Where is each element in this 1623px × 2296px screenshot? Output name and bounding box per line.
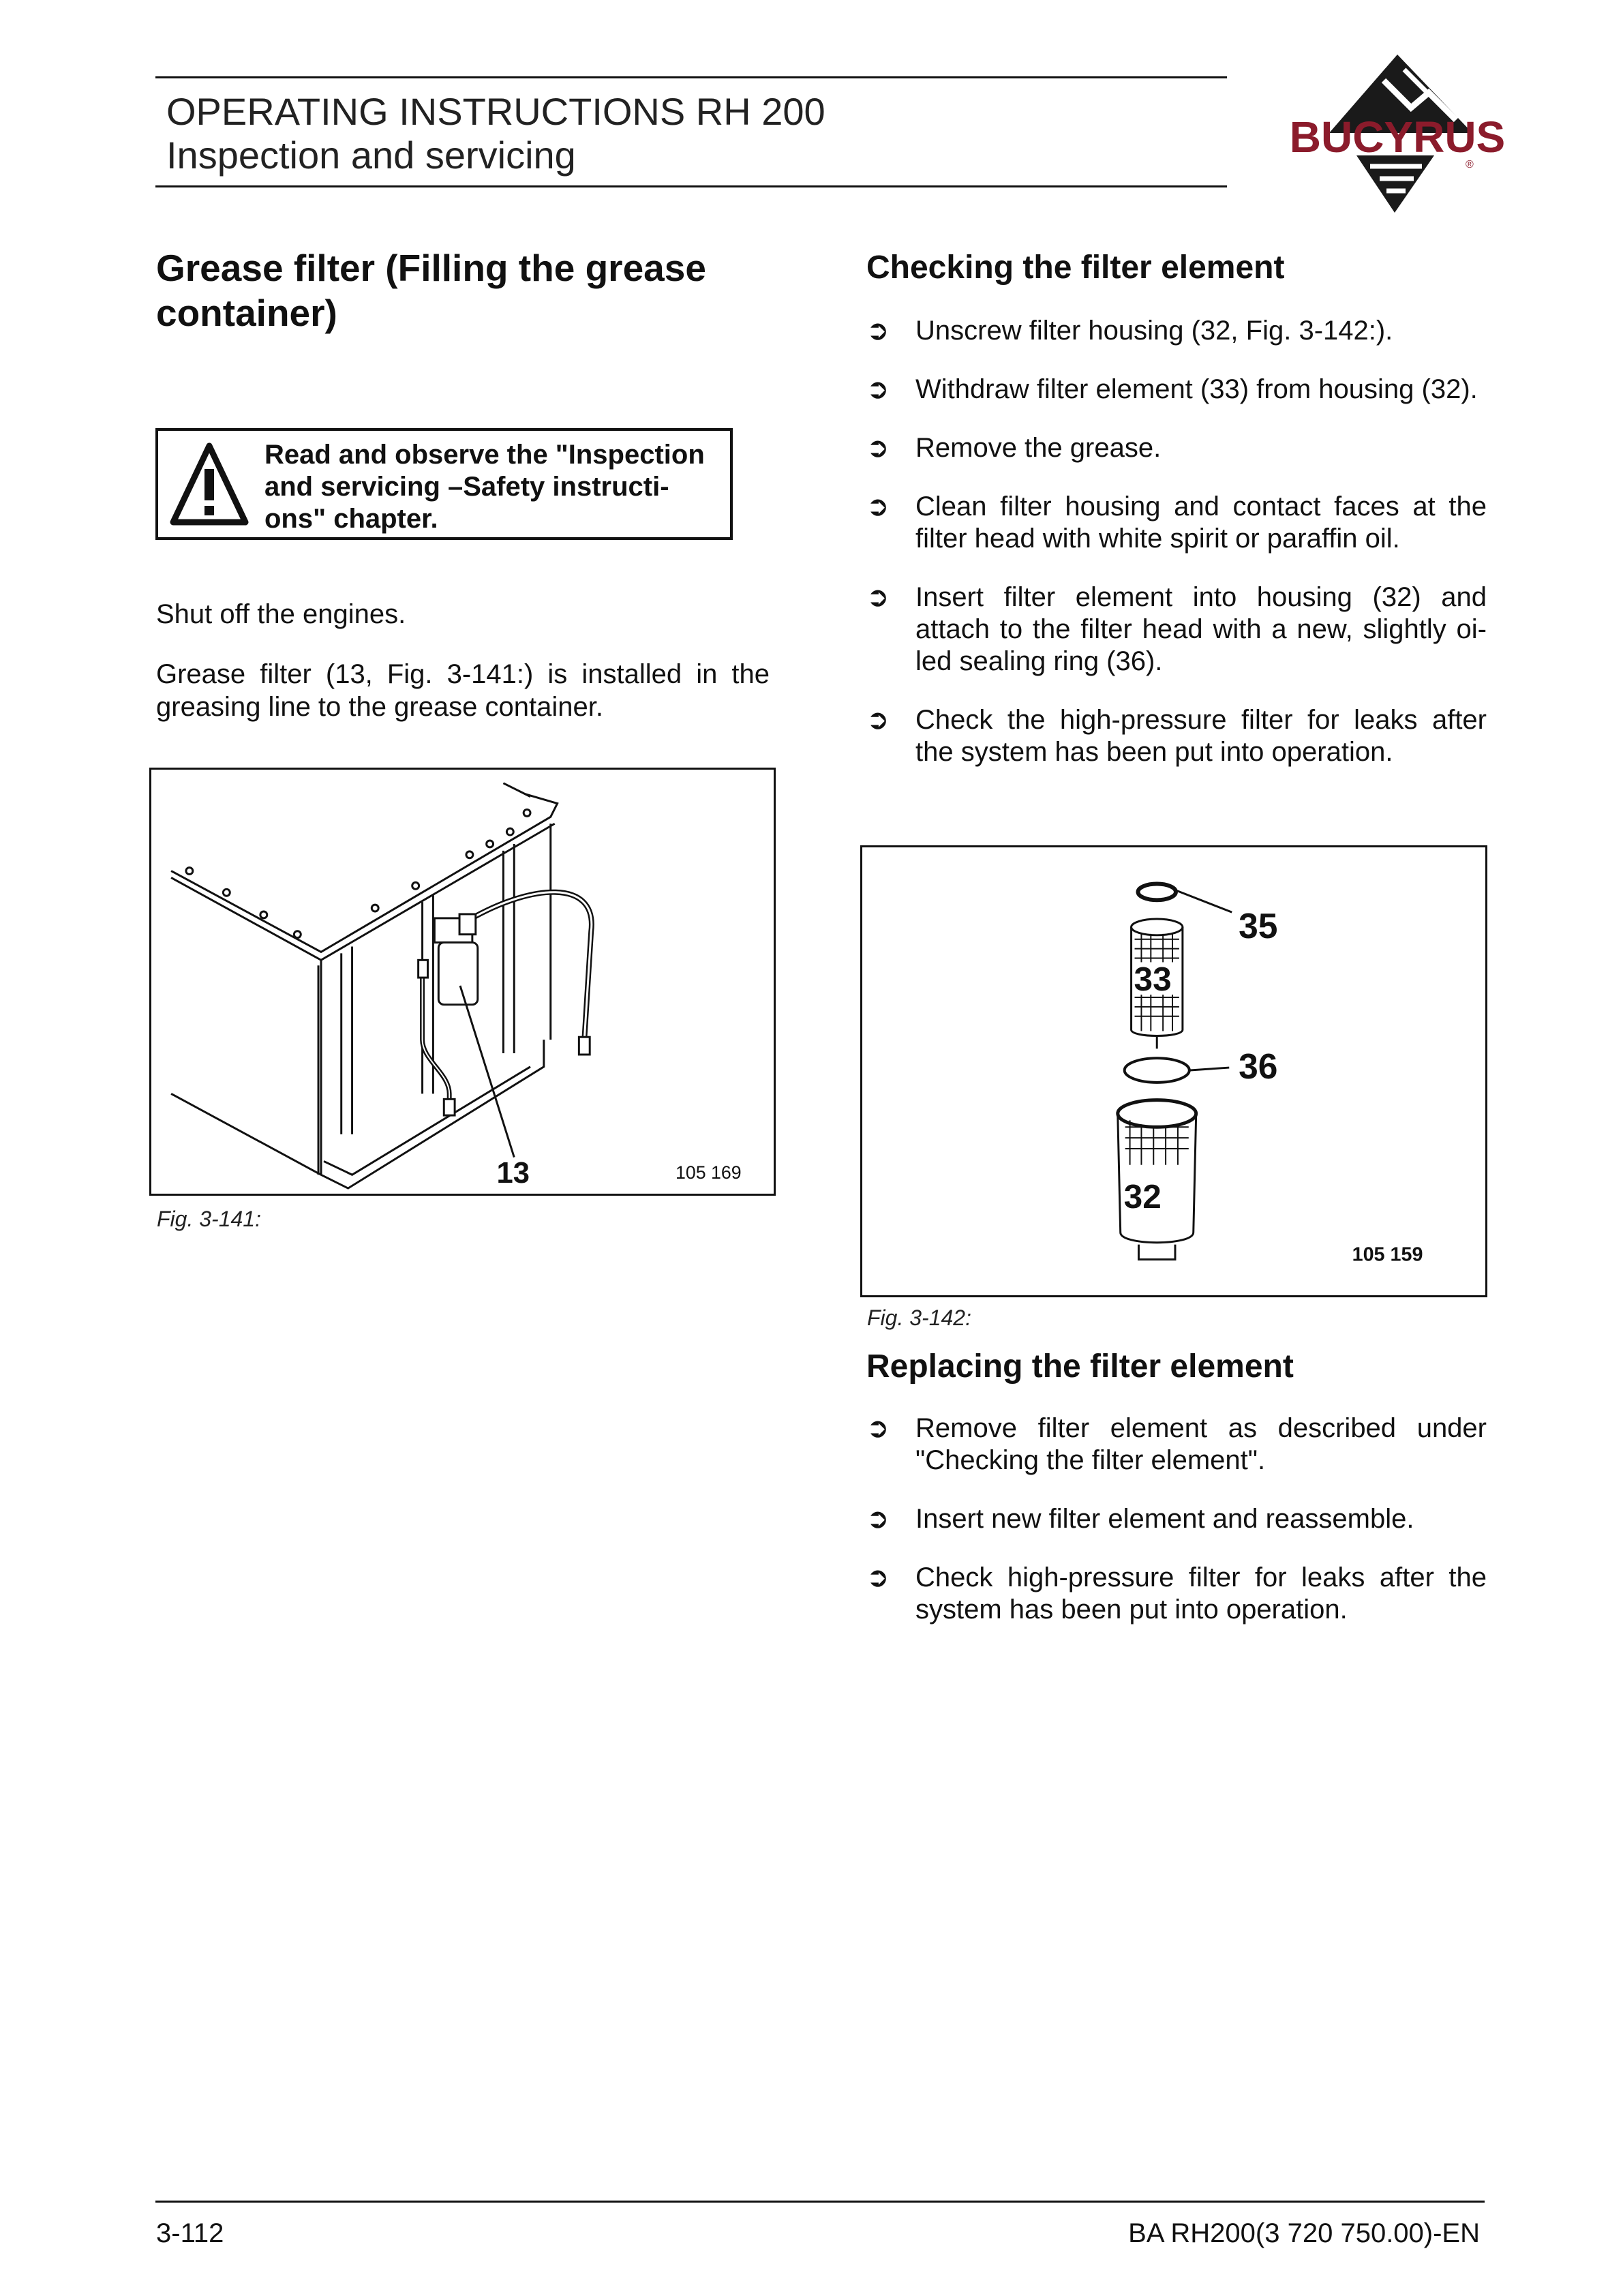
para-grease-filter-location: Grease filter (13, Fig. 3-141:) is installed in the greasing line to the grease container. — [156, 659, 770, 722]
callout-35: 35 — [1239, 905, 1278, 946]
arrow-bullet-icon: ➲ — [866, 491, 890, 522]
list-item: ➲ Check high-pressure filter for leaks after the system has been put into operation. — [866, 1562, 1487, 1625]
list-item: ➲ Insert new filter element and reassemble. — [866, 1503, 1414, 1535]
list-item: ➲ Remove filter element as described under "Checking the filter element". — [866, 1413, 1487, 1475]
safety-warning-box — [155, 428, 733, 540]
arrow-bullet-icon: ➲ — [866, 374, 890, 405]
warning-text: Read and observe the "Inspection and servicing –Safety instructi-ons" chapter. — [264, 440, 705, 534]
list-item: ➲ Withdraw filter element (33) from housing (32). — [866, 374, 1478, 405]
arrow-bullet-icon: ➲ — [866, 1503, 890, 1535]
figure-ref-105159: 105 159 — [1352, 1243, 1423, 1266]
grease-container-drawing — [151, 770, 774, 1194]
figure-3-142 — [860, 845, 1487, 1297]
page-number: 3-112 — [156, 2218, 224, 2248]
arrow-bullet-icon: ➲ — [866, 704, 890, 736]
header-top-rule — [155, 76, 1227, 78]
header-subtitle: Inspection and servicing — [166, 134, 576, 177]
header-bottom-rule — [155, 185, 1227, 187]
arrow-bullet-icon: ➲ — [866, 1413, 890, 1444]
arrow-bullet-icon: ➲ — [866, 1562, 890, 1593]
filter-element-exploded-drawing — [862, 847, 1485, 1295]
header-title: OPERATING INSTRUCTIONS RH 200 — [166, 90, 825, 133]
arrow-bullet-icon: ➲ — [866, 432, 890, 464]
checking-steps-list — [866, 315, 1487, 768]
list-item: ➲ Remove the grease. — [866, 432, 1162, 464]
arrow-bullet-icon: ➲ — [866, 315, 890, 346]
svg-text:®: ® — [1466, 159, 1474, 170]
warning-triangle-icon — [169, 442, 249, 528]
document-id: BA RH200(3 720 750.00)-EN — [1128, 2218, 1480, 2248]
section-heading-replacing: Replacing the filter element — [866, 1348, 1294, 1385]
list-item: ➲ Check the high-pressure filter for leaks after the system has been put into operation. — [866, 704, 1487, 767]
replacing-steps-list — [866, 1413, 1487, 1626]
callout-32: 32 — [1123, 1178, 1162, 1216]
list-item: ➲ Clean filter housing and contact faces at the filter head with white spirit or paraffin oil. — [866, 491, 1487, 554]
arrow-bullet-icon: ➲ — [866, 581, 890, 613]
logo-wordmark: BUCYRUS — [1289, 112, 1506, 162]
bucyrus-logo — [1268, 55, 1527, 218]
caption-fig-3-141: Fig. 3-141: — [157, 1207, 261, 1231]
section-heading-grease-filter: Grease filter (Filling the grease container) — [156, 247, 706, 334]
footer-rule — [155, 2201, 1485, 2203]
figure-3-141 — [149, 768, 776, 1196]
para-shut-off: Shut off the engines. — [156, 599, 406, 629]
section-heading-checking: Checking the filter element — [866, 250, 1285, 286]
list-item: ➲ Insert filter element into housing (32) and attach to the filter head with a new, slightly oi-led sealing ring (36). — [866, 581, 1487, 676]
figure-ref-105169: 105 169 — [675, 1162, 742, 1183]
callout-13: 13 — [496, 1157, 530, 1190]
callout-36: 36 — [1239, 1046, 1278, 1086]
list-item: ➲ Unscrew filter housing (32, Fig. 3-142:). — [866, 315, 1393, 346]
callout-33: 33 — [1134, 961, 1172, 999]
caption-fig-3-142: Fig. 3-142: — [867, 1305, 971, 1330]
